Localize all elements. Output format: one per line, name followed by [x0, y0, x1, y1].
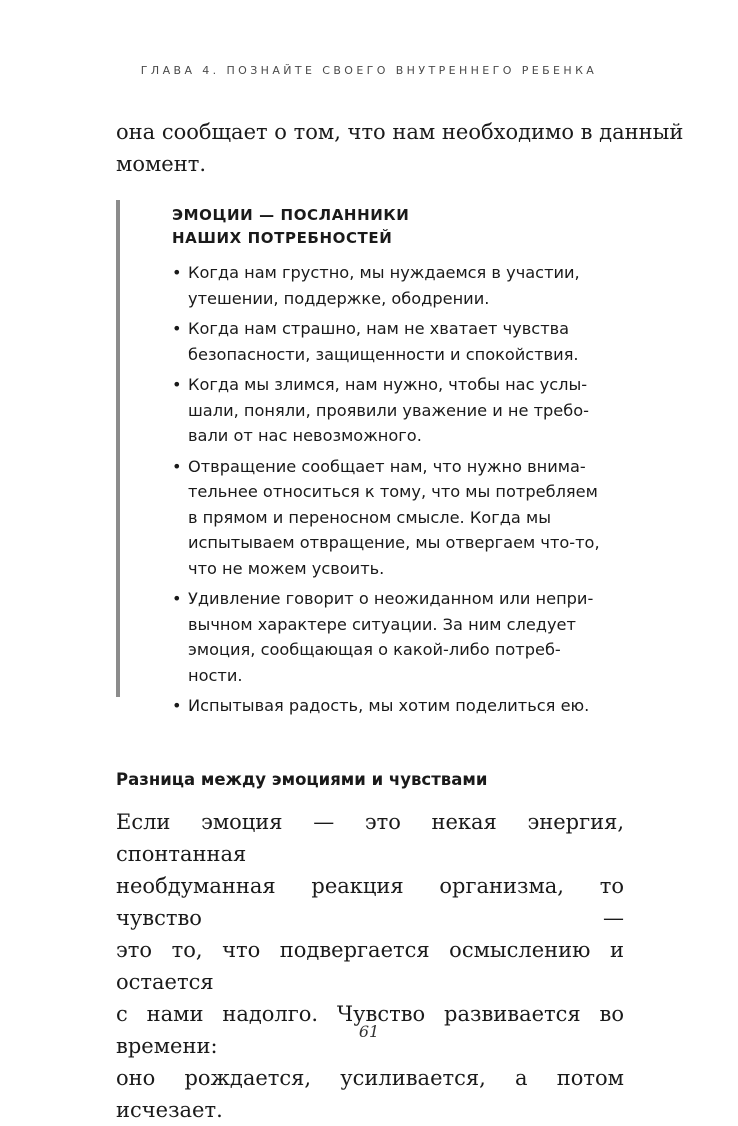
- bullet-item-fear: [172, 316, 618, 367]
- intro-line: она сообщает о том, что нам необходимо в данный: [116, 120, 684, 144]
- bullet-item-sadness: [172, 260, 618, 311]
- bullet-line: что не можем усвоить.: [188, 558, 385, 578]
- body-paragraph: [116, 806, 624, 1126]
- intro-line: момент.: [116, 152, 207, 176]
- bullet-line: Удивление говорит о неожиданном или непри-: [188, 589, 594, 608]
- bullet-line: ности.: [188, 665, 243, 685]
- sidebar-title: [172, 204, 409, 250]
- paragraph-line: необдуманная реакция организма, то чувство —: [116, 874, 624, 930]
- bullet-dot: •: [172, 319, 182, 338]
- bullet-line: Когда нам грустно, мы нуждаемся в участии,: [188, 263, 580, 282]
- bullet-dot: •: [172, 263, 182, 282]
- bullet-line: тельнее относиться к тому, что мы потребляем: [188, 482, 598, 501]
- bullet-line: испытываем отвращение, мы отвергаем что-то,: [188, 533, 600, 552]
- bullet-dot: •: [172, 375, 182, 394]
- bullet-line: безопасности, защищенности и спокойствия.: [188, 344, 579, 364]
- intro-paragraph: [116, 116, 684, 180]
- bullet-item-anger: [172, 372, 618, 449]
- page-number: 61: [358, 1022, 380, 1041]
- sidebar-title-line: ЭМОЦИИ — ПОСЛАННИКИ: [172, 206, 410, 224]
- bullet-line: эмоция, сообщающая о какой-либо потреб-: [188, 640, 561, 659]
- paragraph-line: это то, что подвергается осмыслению и остается: [116, 938, 624, 994]
- bullet-line: Отвращение сообщает нам, что нужно внима-: [188, 456, 586, 476]
- bullet-list: [172, 260, 618, 724]
- bullet-line: шали, поняли, проявили уважение и не требо-: [188, 400, 589, 420]
- bullet-line: утешении, поддержке, ободрении.: [188, 288, 490, 308]
- sidebar-box: [116, 200, 624, 715]
- bullet-line: Испытывая радость, мы хотим поделиться ею.: [188, 696, 590, 715]
- bullet-line: вычном характере ситуации. За ним следует: [188, 614, 576, 634]
- bullet-item-joy: [172, 693, 618, 719]
- paragraph-line: с нами надолго. Чувство развивается во времени:: [116, 1002, 624, 1058]
- running-head: ГЛАВА 4. ПОЗНАЙТЕ СВОЕГО ВНУТРЕННЕГО РЕБЕНКА: [140, 64, 598, 77]
- bullet-line: в прямом и переносном смысле. Когда мы: [188, 507, 551, 527]
- bullet-dot: •: [172, 456, 182, 476]
- section-heading: Разница между эмоциями и чувствами: [116, 770, 488, 789]
- bullet-dot: •: [172, 696, 182, 715]
- sidebar-title-line: НАШИХ ПОТРЕБНОСТЕЙ: [172, 229, 393, 247]
- paragraph-line: оно рождается, усиливается, а потом исчезает.: [116, 1066, 624, 1122]
- paragraph-line: Если эмоция — это некая энергия, спонтанная: [116, 810, 624, 866]
- bullet-item-surprise: [172, 586, 618, 688]
- bullet-item-disgust: [172, 454, 618, 582]
- bullet-line: вали от нас невозможного.: [188, 426, 422, 445]
- bullet-line: Когда нам страшно, нам не хватает чувства: [188, 319, 570, 338]
- bullet-dot: •: [172, 589, 182, 608]
- bullet-line: Когда мы злимся, нам нужно, чтобы нас услы-: [188, 375, 588, 394]
